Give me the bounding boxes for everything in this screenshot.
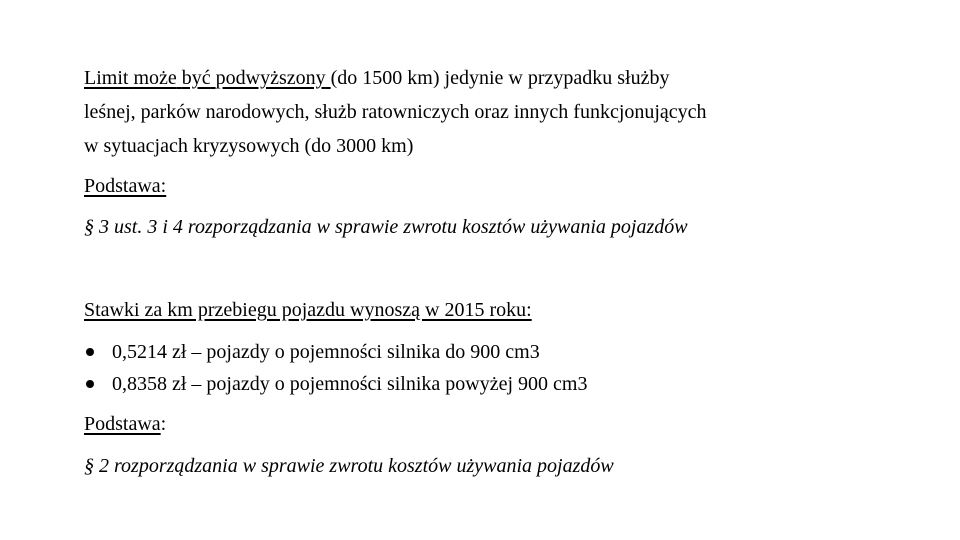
- byc-word: być: [181, 67, 211, 89]
- basis-2-label: Podstawa: [84, 413, 161, 435]
- list-item: [84, 368, 587, 400]
- limit-paragraph-line2: leśnej, parków narodowych, służb ratowniczych oraz innych funkcjonujących: [84, 101, 707, 123]
- rate-item-1: 0,5214 zł – pojazdy o pojemności silnika do 900 cm3: [112, 341, 540, 363]
- podwyzszony-word: podwyższony: [215, 67, 326, 89]
- basis-1-label: Podstawa:: [84, 175, 167, 197]
- limit-paragraph-line3: w sytuacjach kryzysowych (do 3000 km): [84, 135, 414, 157]
- basis-2-label-colon: :: [160, 413, 167, 435]
- rates-heading: Stawki za km przebiegu pojazdu wynoszą w 2015 roku:: [84, 299, 532, 321]
- document-page: [84, 0, 880, 540]
- moze-word: może: [133, 67, 177, 89]
- bullet-icon: [86, 380, 94, 388]
- rates-heading-row: [84, 293, 880, 327]
- list-item: [84, 336, 587, 368]
- limit-paragraph: [84, 61, 880, 163]
- bullet-icon: [86, 348, 94, 356]
- limit-word: Limit: [84, 67, 129, 89]
- limit-paragraph-line1-rest: (do 1500 km) jedynie w przypadku służby: [330, 67, 670, 89]
- rates-list: [84, 336, 587, 400]
- basis-1-label-row: [84, 169, 880, 203]
- basis-2-citation: § 2 rozporządzania w sprawie zwrotu kosztów używania pojazdów: [84, 455, 614, 477]
- rate-item-2: 0,8358 zł – pojazdy o pojemności silnika powyżej 900 cm3: [112, 373, 588, 395]
- basis-2-label-row: [84, 407, 880, 441]
- basis-1-citation: § 3 ust. 3 i 4 rozporządzania w sprawie zwrotu kosztów używania pojazdów: [84, 216, 688, 238]
